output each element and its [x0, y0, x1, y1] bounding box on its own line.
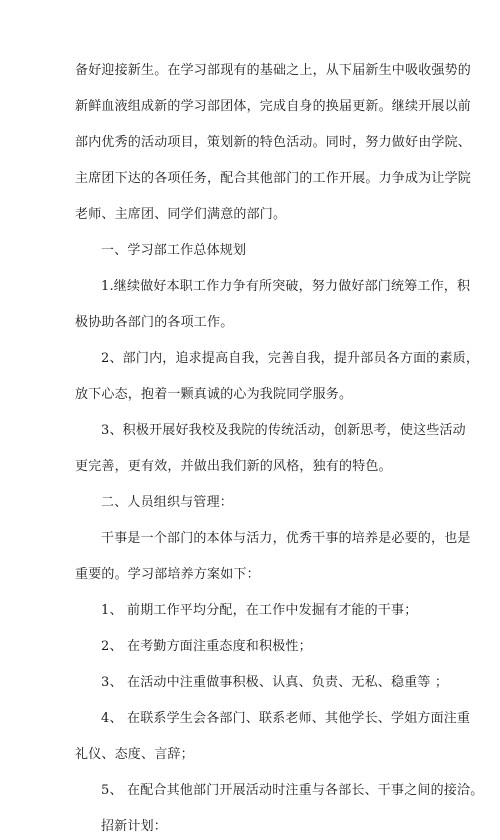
list-item-line: 极协助各部门的各项工作。	[75, 315, 234, 330]
list-item-line: 1.继续做好本职工作力争有所突破，努力做好部门统筹工作，积	[101, 279, 471, 294]
paragraph-line: 老师、主席团、同学们满意的部门。	[75, 207, 287, 222]
list-item-line: 4、 在联系学生会各部门、联系老师、其他学长、学姐方面注重	[101, 711, 471, 726]
paragraph-line: 重要的。学习部培养方案如下：	[75, 567, 260, 582]
paragraph-line: 新鲜血液组成新的学习部团体，完成自身的换届更新。继续开展以前	[75, 99, 472, 114]
document-body	[75, 58, 484, 840]
list-item-line: 2、 在考勤方面注重态度和积极性；	[101, 639, 312, 654]
section-heading: 一、学习部工作总体规划	[101, 243, 247, 258]
section-heading: 招新计划：	[101, 819, 168, 834]
list-item-line: 2、部门内，追求提高自我，完善自我，提升部员各方面的素质，	[101, 351, 480, 366]
paragraph-line: 备好迎接新生。在学习部现有的基础之上，从下届新生中吸收强势的	[75, 63, 472, 78]
paragraph-line: 主席团下达的各项任务，配合其他部门的工作开展。力争成为让学院	[75, 171, 472, 186]
section-heading: 二、人员组织与管理：	[101, 495, 234, 510]
paragraph-line: 干事是一个部门的本体与活力，优秀干事的培养是必要的，也是	[101, 531, 471, 546]
list-item-line: 更完善，更有效，并做出我们新的风格，独有的特色。	[75, 459, 392, 474]
paragraph-line: 部内优秀的活动项目，策划新的特色活动。同时，努力做好由学院、	[75, 135, 472, 150]
list-item-line: 1、 前期工作平均分配，在工作中发掘有才能的干事；	[101, 603, 418, 618]
list-item-line: 礼仪、态度、言辞；	[75, 747, 194, 762]
list-item-line: 3、积极开展好我校及我院的传统活动，创新思考，使这些活动	[101, 423, 466, 438]
list-item-line: 3、 在活动中注重做事积极、认真、负责、无私、稳重等 ；	[101, 675, 449, 690]
list-item-line: 5、 在配合其他部门开展活动时注重与各部长、干事之间的接洽。	[101, 783, 484, 798]
list-item-line: 放下心态，抱着一颗真诚的心为我院同学服务。	[75, 387, 353, 402]
